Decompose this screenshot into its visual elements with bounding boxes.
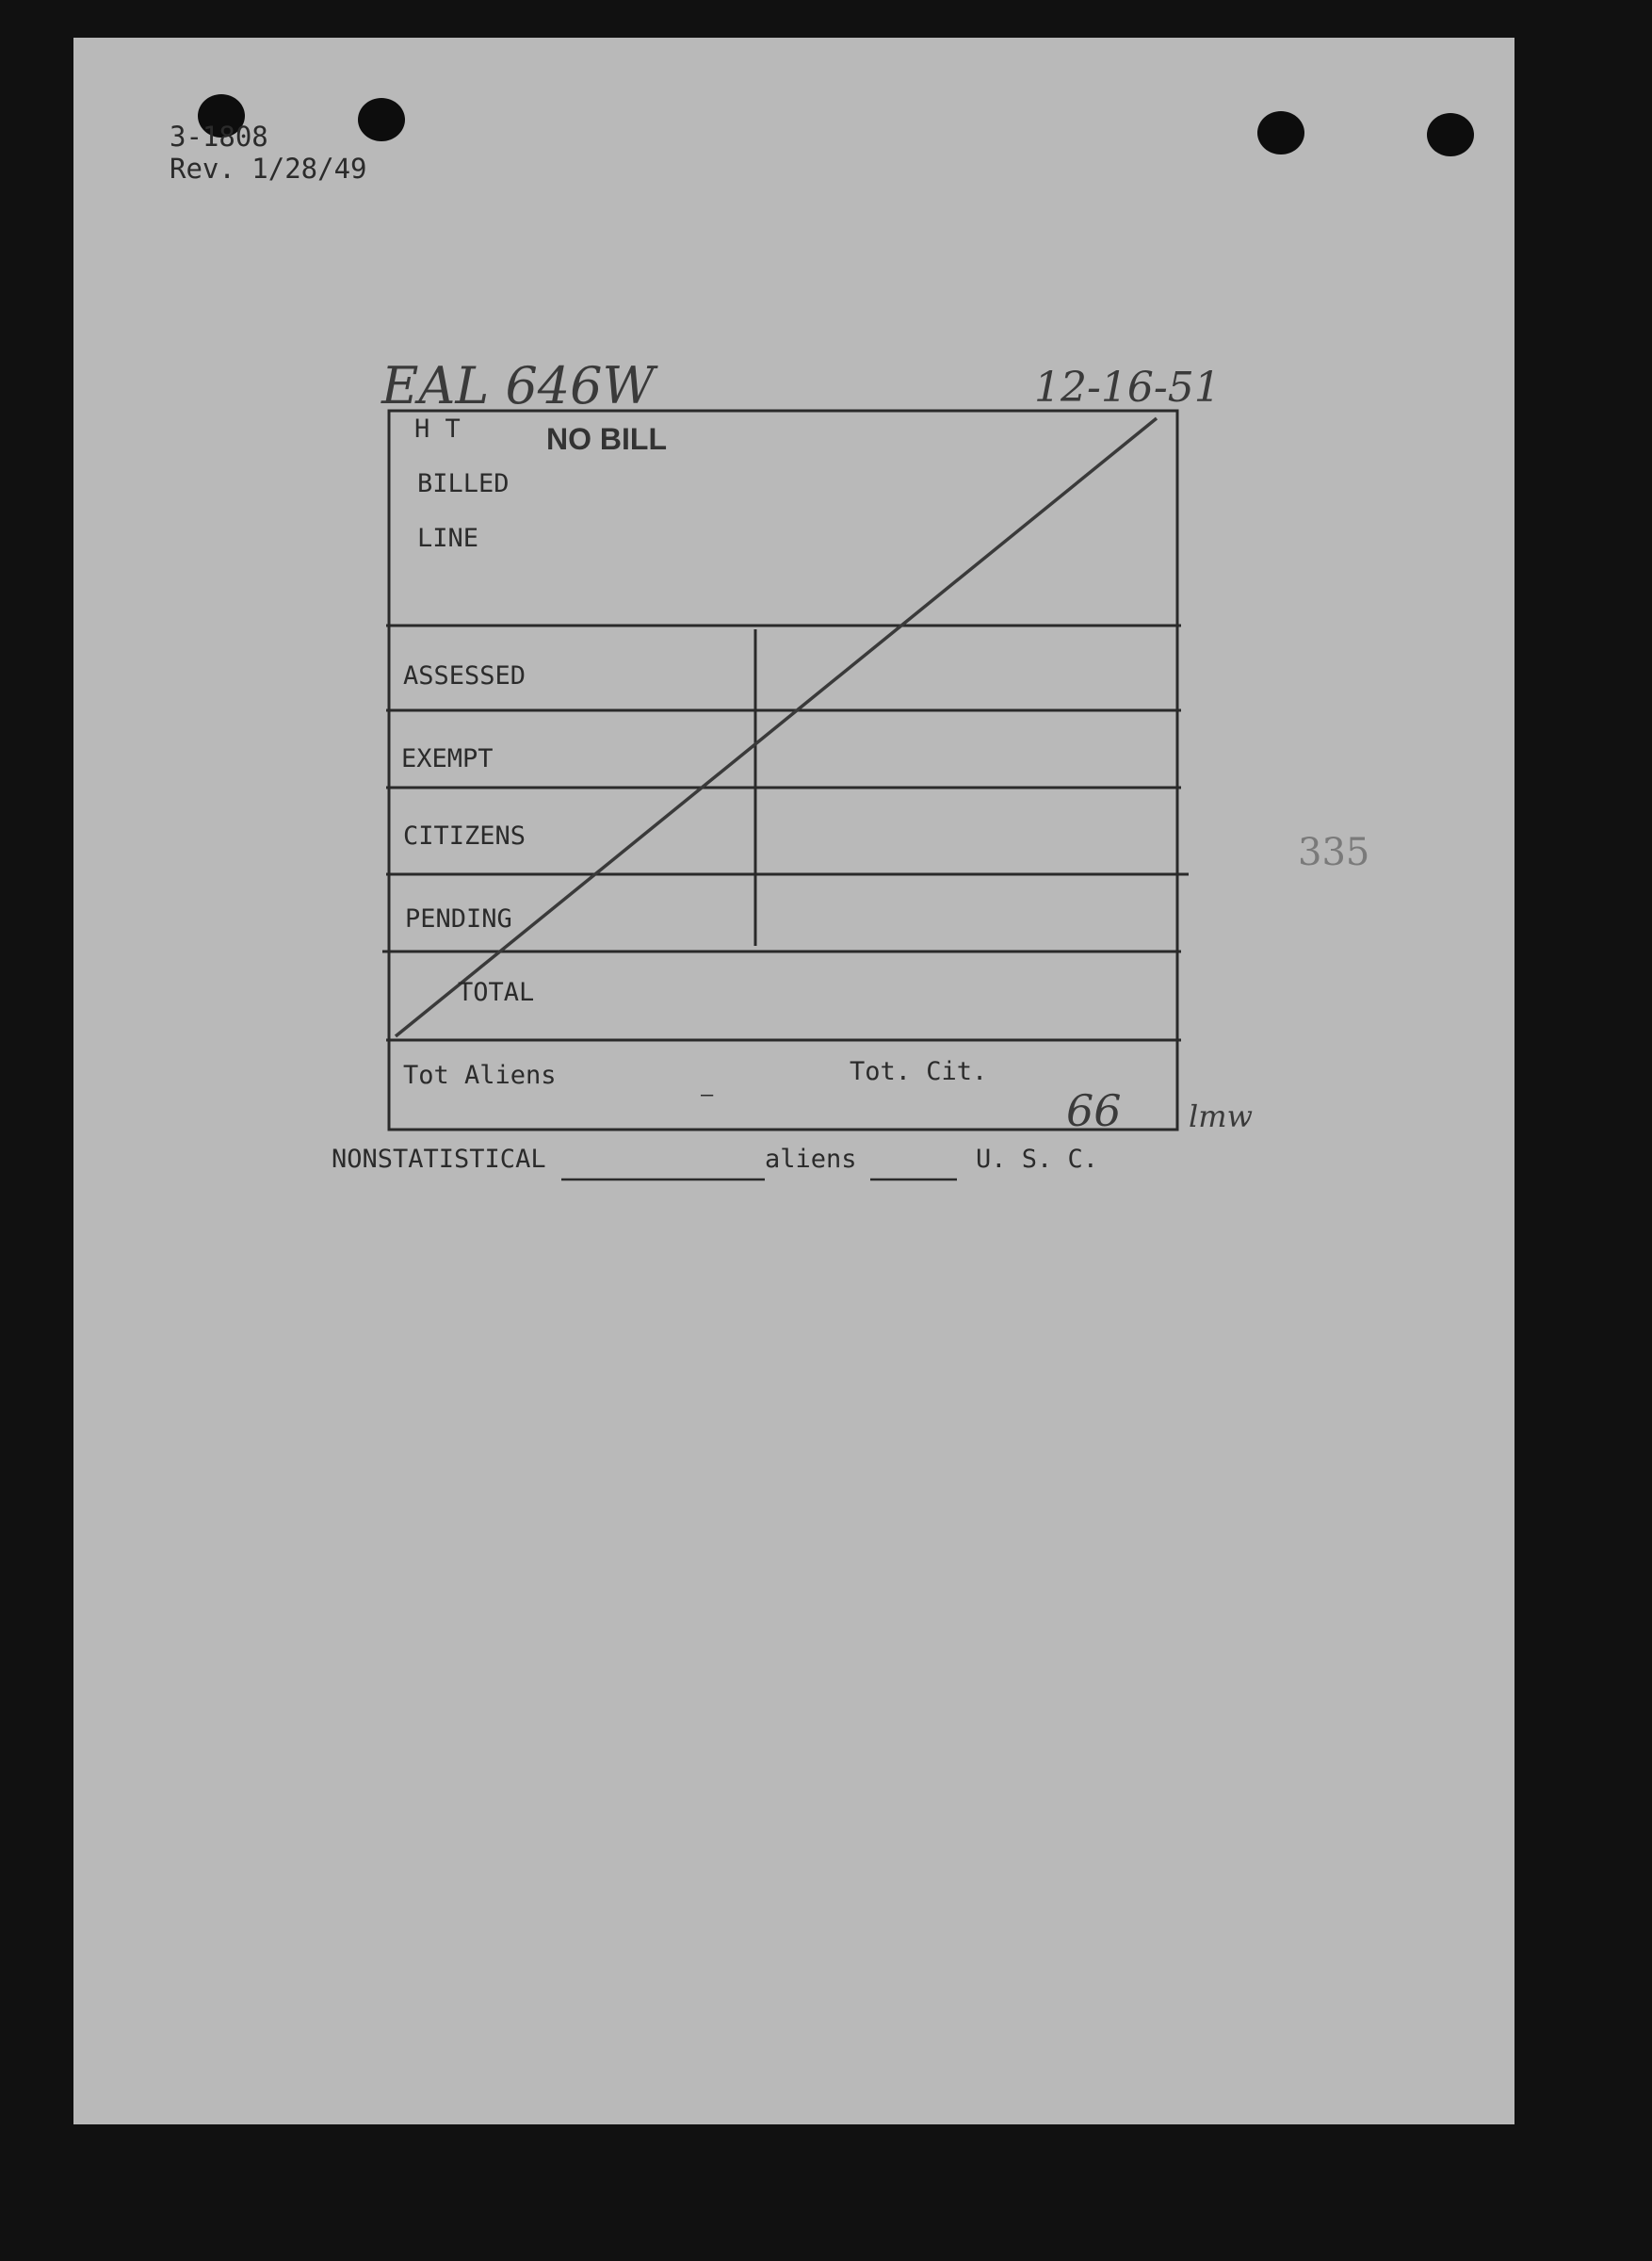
label-citizens: CITIZENS <box>403 821 526 851</box>
label-ht: H T <box>414 415 461 444</box>
no-bill-stamp: NO BILL <box>546 422 667 456</box>
handwritten-initials: lmw <box>1189 1098 1253 1134</box>
handwritten-date: 12-16-51 <box>1034 364 1221 412</box>
margin-number: 335 <box>1298 831 1370 874</box>
cancellation-line <box>396 418 1157 1036</box>
label-nonstatistical: NONSTATISTICAL <box>332 1145 546 1174</box>
label-line: LINE <box>417 524 479 553</box>
handwritten-reference: EAL 646W <box>381 356 656 415</box>
label-exempt: EXEMPT <box>401 744 494 773</box>
label-usc: U. S. C. <box>976 1145 1099 1174</box>
label-total: TOTAL <box>458 978 535 1007</box>
label-tot-aliens: Tot Aliens <box>403 1061 557 1090</box>
revision-date: Rev. 1/28/49 <box>170 153 367 185</box>
label-assessed: ASSESSED <box>403 661 526 691</box>
label-billed: BILLED <box>417 469 510 498</box>
form-number: 3-1808 <box>170 121 268 153</box>
label-tot-cit: Tot. Cit. <box>850 1057 988 1086</box>
value-tot-aliens: — <box>701 1083 714 1107</box>
label-aliens: aliens <box>765 1145 857 1174</box>
label-pending: PENDING <box>405 904 512 934</box>
form-border <box>389 411 1177 1130</box>
handwritten-count: 66 <box>1066 1085 1122 1136</box>
